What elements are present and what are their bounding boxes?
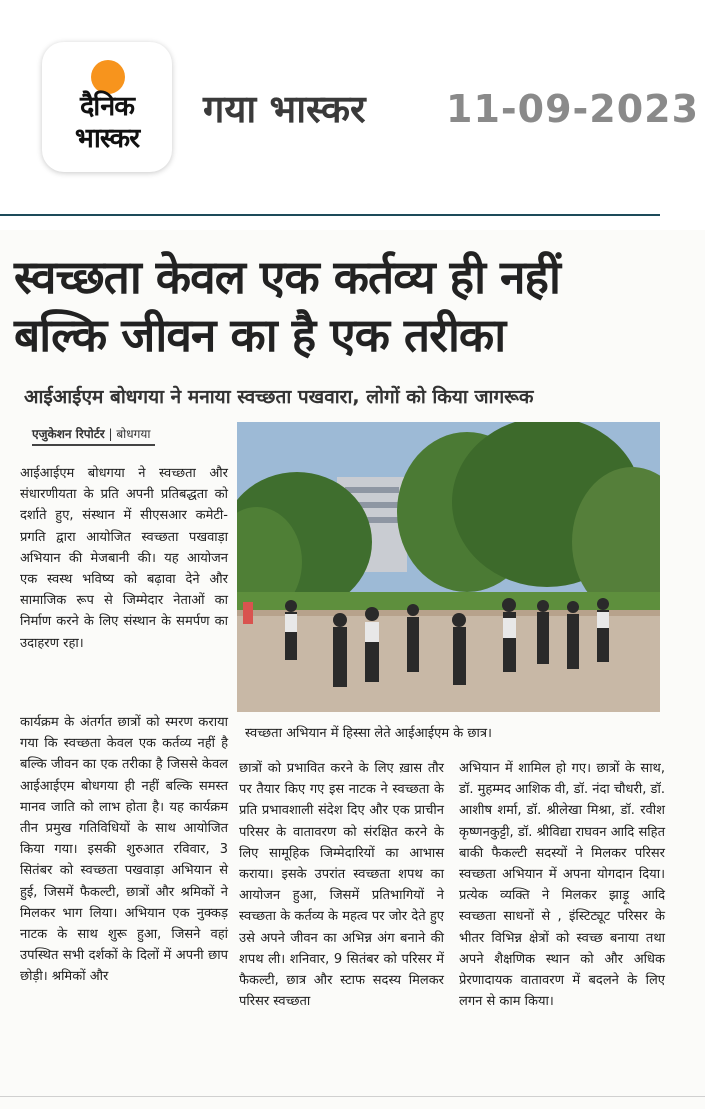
publication-date: 11-09-2023 xyxy=(446,87,700,131)
dainik-bhaskar-logo xyxy=(42,42,172,172)
sun-icon xyxy=(91,60,125,94)
logo-text-line2: भास्कर xyxy=(74,123,140,154)
paragraph-4: अभियान में शामिल हो गए। छात्रों के साथ, डॉ. मुहम्मद आशिक वी, डॉ. नंदा चौधरी, डॉ. आशीष शर्मा, डॉ. श्रीलेखा मिश्रा, डॉ. रवीश कृष्णनकुट्टी, डॉ. श्रीविद्या राघवन आदि सहित बाकी फैकल्टी सदस्यों ने मिलकर परिसर स्वच्छता अभियान में अपना योगदान दिया। प्रत्येक व्यक्ति ने मिलकर झाड़ू आदि स्वच्छता साधनों से , इंस्टिट्यूट परिसर के भीतर विभिन्न क्षेत्रों को स्वच्छ बनाया तथा अपने शैक्षणिक स्थान को और अधिक प्रेरणादायक वातावरण में बदलने के लिए लगन से काम किया। xyxy=(459,761,665,1010)
article-column-2 xyxy=(239,758,444,1012)
masthead-divider xyxy=(0,214,660,216)
byline-reporter: एजुकेशन रिपोर्टर xyxy=(32,427,105,441)
headline-line1: स्वच्छता केवल एक कर्तव्य ही नहीं xyxy=(14,250,560,304)
paragraph-3: छात्रों को प्रभावित करने के लिए ख़ास तौर पर तैयार किए गए इस नाटक ने स्वच्छता के प्रति प्रभावशाली संदेश दिए और एक प्राचीन परिसर के वातावरण को संरक्षित करने के लिए सामूहिक जिम्मेदारियों का आभास कराया। इसके उपरांत स्वच्छता शपथ का आयोजन हुआ, जिसमें प्रतिभागियों ने स्वच्छता के कर्तव्य के महत्व पर जोर देते हुए उसे अपने जीवन का अभिन्न अंग बनाने की शपथ ली। शनिवार, 9 सितंबर को परिसर में फैकल्टी, छात्र और स्टाफ सदस्य मिलकर परिसर स्वच्छता xyxy=(239,761,444,1010)
masthead xyxy=(0,0,705,214)
article-headline xyxy=(14,248,694,364)
paragraph-1: आईआईएम बोधगया ने स्वच्छता और संधारणीयता के प्रति अपनी प्रतिबद्धता को दर्शाते हुए, संस्थान में सीएसआर कमेटी- प्रगति द्वारा आयोजित स्वच्छता पखवाड़ा अभियान की मेजबानी की। यह आयोजन एक स्वस्थ भविष्य को बढ़ावा देने और सामाजिक रूप से जिम्मेदार नेताओं का निर्माण करने के लिए संस्थान के समर्पण का उदाहरण रहा। xyxy=(20,466,228,651)
article-column-1-bottom xyxy=(20,712,228,988)
headline-line2: बल्कि जीवन का है एक तरीका xyxy=(14,308,506,362)
logo-text-line1: दैनिक xyxy=(79,91,135,122)
photo-caption: स्वच्छता अभियान में हिस्सा लेते आईआईएम के छात्र। xyxy=(245,726,492,741)
edition-name: गया भास्कर xyxy=(203,87,366,131)
bottom-divider xyxy=(0,1096,705,1097)
campus-cleanup-photo xyxy=(237,422,660,712)
article-column-3 xyxy=(459,758,665,1012)
article-subheadline: आईआईएम बोधगया ने मनाया स्वच्छता पखवारा, लोगों को किया जागरूक xyxy=(24,386,534,408)
article-column-1-top xyxy=(20,463,228,654)
article-photo xyxy=(237,422,660,712)
paragraph-2: कार्यक्रम के अंतर्गत छात्रों को स्मरण कराया गया कि स्वच्छता केवल एक कर्तव्य नहीं है बल्कि जीवन का एक तरीका है जिससे केवल आईआईएम बोधगया ही नहीं बल्कि समस्त मानव जाति को लाभ होता है। यह कार्यक्रम तीन प्रमुख गतिविधियों के साथ आयोजित किया गया। इसकी शुरुआत रविवार, 3 सितंबर को स्वच्छता पखवाड़ा अभियान से हुई, जिसमें फैकल्टी, छात्रों और श्रमिकों ने मिलकर भाग लिया। अभियान एक नुक्कड़ नाटक के साथ शुरू हुआ, जिसने वहां उपस्थित सभी दर्शकों के दिलों में अपनी छाप छोड़ी। श्रमिकों और xyxy=(20,715,228,985)
byline: एजुकेशन रिपोर्टर | बोधगया xyxy=(32,425,155,446)
byline-place: बोधगया xyxy=(116,427,151,441)
